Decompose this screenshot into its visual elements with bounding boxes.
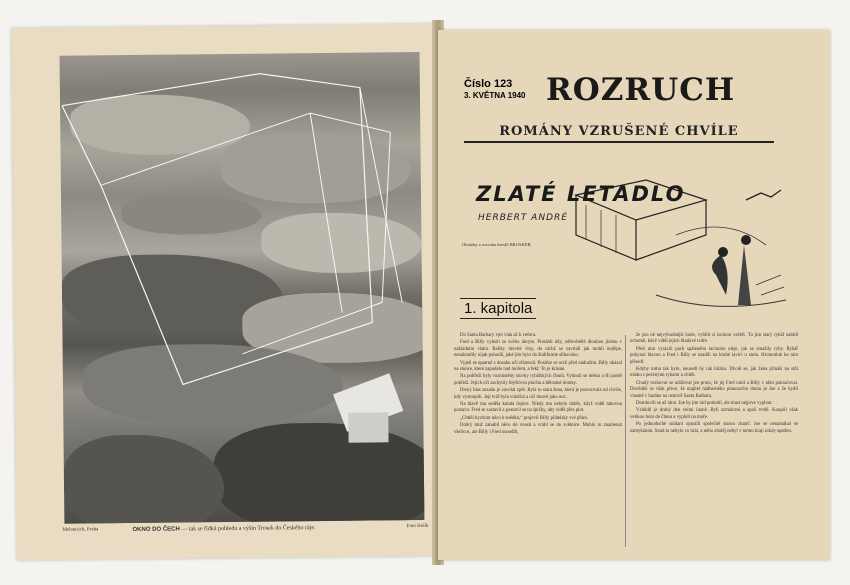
paragraph: Na hlavě mu seděla kulatá čepice. Nikdy mu nebylo dobře, když viděl takovou postavu. Fred se zastavil a postavil se na špičky, aby viděl přes plot. xyxy=(454,402,622,414)
paragraph: Vyjeli se opatrně z dosahu oči zřízenců. Posléze se octli před nádražím. Billy ukázal na slunce, které zapadalo nad mořem, a řekl: To je krásné. xyxy=(454,360,622,373)
story-title: ZLATÉ LETADLO xyxy=(476,182,686,206)
paragraph: Do Santa Barbary vjel vlak až k večeru. xyxy=(460,333,537,338)
paragraph: Chudý rozhovor se udržoval jen proto, že jej Fred nutil a Billy v něm pokračoval. Dověděli se však přece, že majitel nádherného planoucího domu je Joe a že bydlí vlastně v baráku na ostrově Santa Barbara. xyxy=(630,380,798,399)
caption-description: — tak se řídká pohledu a výšin Trosek do Českého ráje. xyxy=(179,525,316,533)
paragraph: že pro ně nejvýhodnější bude, vybílit si lacinou večeři. Tu jim starý rybář nabídl ochotně, když viděl jejich hladové tváře. xyxy=(630,333,798,345)
paragraph: Po jednoduché snídani opustili společně starou chatrč. Joe se nenamáhal se zamykáním. Snad tu nebylo co brát, a nebo zloděj nebyl v tomto kraji nikdy spatřen. xyxy=(630,422,798,434)
photo-credit: Foto Holík xyxy=(406,523,429,530)
masthead-subtitle: ROMÁNY VZRUŠENÉ CHVÍLE xyxy=(464,124,774,143)
publisher-credit: Melantrich, Praha xyxy=(62,527,99,533)
landscape-photo xyxy=(60,52,425,524)
text-column-2 xyxy=(630,333,798,436)
paragraph: Přeli nim vyrazili pach spáleného lacinoho oleje, jak se smažily ryby. Rybář pokynul hlavou a Fred i Billy se usadili na hrubé lavici u stolu. Hromotluk ke nim přisedl. xyxy=(630,346,798,365)
paragraph: Na pobřeží byly rozmístěny stovky rybářských člunů. Vyhnuli se městu a šli podél pobřeží. Jejich oči zachytily blyštivou plochu a bělostné domky. xyxy=(454,374,622,386)
paragraph: „Chtěli bychom něco k snědku,“ projevil Billy přátelsky své přání. xyxy=(460,415,589,421)
photo-caption xyxy=(62,524,428,542)
story-author: HERBERT ANDRÉ xyxy=(478,213,568,223)
right-page xyxy=(438,30,830,560)
caption-text xyxy=(132,525,315,533)
paragraph: Fred a Billy vylezli ze svého úkrytu. Protáhli údy, zdřevěnělé dlouhou jízdou v nákladním vlaku. Balíky drevité vlny, do nichž se zavrtali jak mohli nejlépe, nenahradily nijak pohodlí, jaké jim bylo do Kalifornie slibováno. xyxy=(454,340,622,359)
text-column-1 xyxy=(454,333,622,437)
left-page xyxy=(11,24,442,560)
paragraph: Vzhůdli je druhý den velmi časně. Byli utrmácení a spali tvrdě. Koupili však velikou botu do člunu a vypluli na moře. xyxy=(630,408,798,420)
masthead: ROZRUCH xyxy=(546,72,736,108)
paragraph: Kdyby tomu tak bylo, neusedl by tak blízko. Dívali se, jak žena přináší na stůl misku s pečenými rybami a chléb. xyxy=(630,367,798,379)
illustration-credit: Obrázky a rozvahu kreslil BROSKEB. xyxy=(462,242,532,247)
paragraph: Drsný hlas zezadu je zavolal zpět. Byla to stará žena, která je pozorovala od chvíle, kdy vystoupili. Její tvář byla vrásčitá a oči tmavé jako noc. xyxy=(454,388,622,400)
issue-info xyxy=(464,78,526,102)
chapter-heading: 1. kapitola xyxy=(460,298,536,319)
paragraph: Dobrý muž zahubil něco do vousů a vrátil se do světnice. Mohlo to znamenat všelicos, ale Billy i Fred usoudili, xyxy=(454,423,622,435)
white-line-overlay xyxy=(60,52,425,524)
caption-title: OKNO DO ČECH xyxy=(132,526,180,533)
issue-number: Číslo 123 xyxy=(464,78,513,90)
column-divider xyxy=(625,335,626,547)
magazine-spread xyxy=(14,20,844,565)
issue-date: 3. KVĚTNA 1940 xyxy=(464,91,526,100)
paragraph: Domluvili se až ráno. Joe by jim rád pomohl, ale musí nejprve vyplout. xyxy=(636,401,773,407)
